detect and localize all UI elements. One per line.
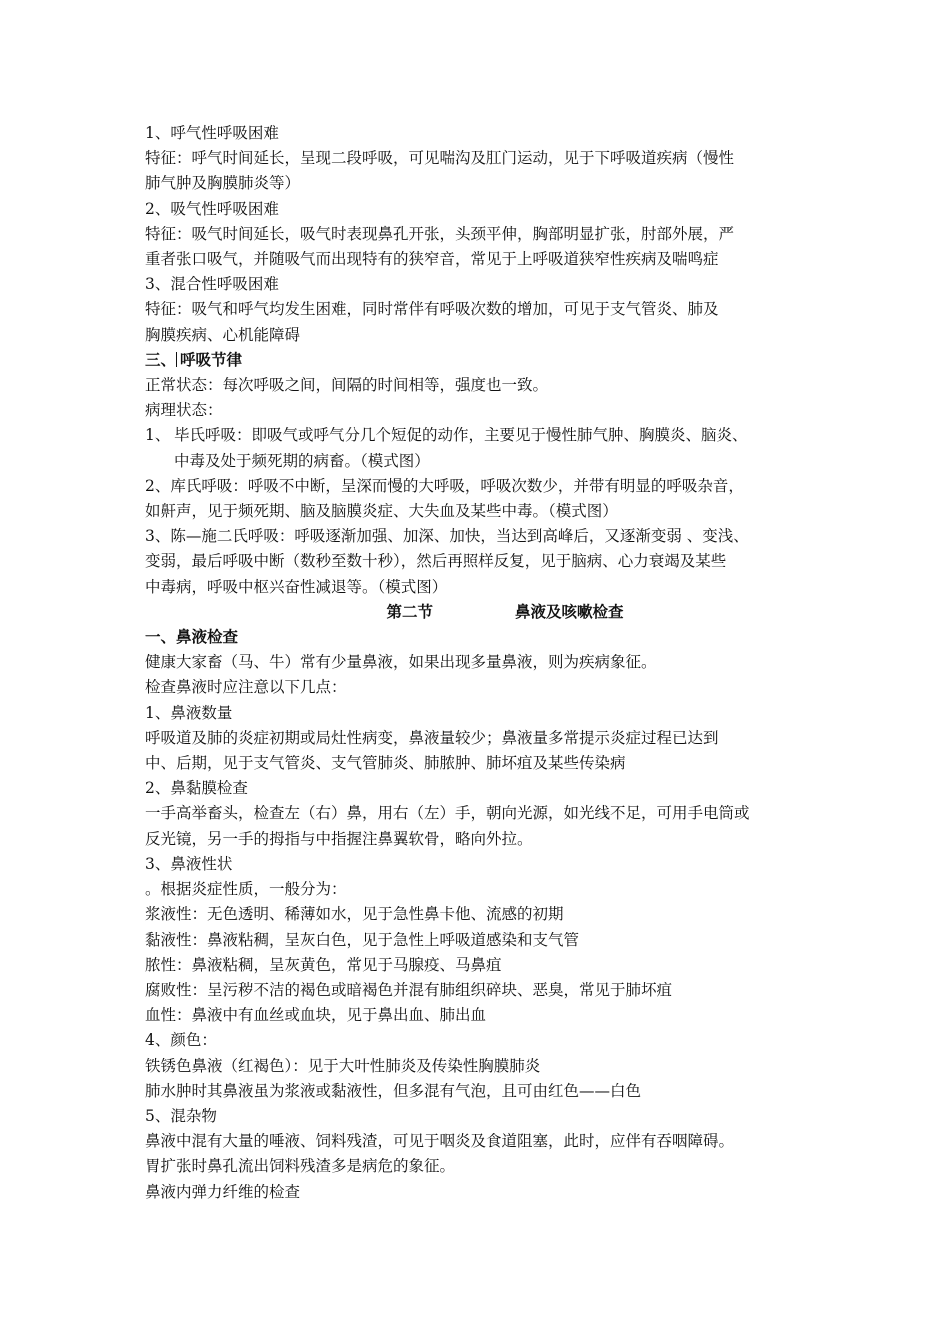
paragraph-line: 中毒病，呼吸中枢兴奋性减退等。（模式图） — [145, 577, 448, 596]
paragraph-line: 病理状态： — [145, 401, 223, 420]
paragraph-line: 特征：吸气时间延长，吸气时表现鼻孔开张，头颈平伸，胸部明显扩张，肘部外展，严 — [145, 224, 735, 243]
subheading-amount: 1、鼻液数量 — [145, 703, 233, 722]
paragraph-line: 2、库氏呼吸：呼吸不中断，呈深而慢的大呼吸，呼吸次数少，并带有明显的呼吸杂音， — [145, 476, 744, 495]
subheading-properties: 3、鼻液性状 — [145, 854, 233, 873]
paragraph-line: 鼻液内弹力纤维的检查 — [145, 1182, 301, 1201]
text-cursor — [176, 352, 177, 367]
heading-prefix: 三、 — [145, 350, 177, 369]
list-item-biot — [145, 423, 825, 448]
paragraph-line: 正常状态：每次呼吸之间，间隔的时间相等，强度也一致。 — [145, 376, 549, 395]
paragraph-line: 如鼾声，见于频死期、脑及脑膜炎症、大失血及某些中毒。（模式图） — [145, 502, 618, 521]
paragraph-line: 黏液性：鼻液粘稠，呈灰白色，见于急性上呼吸道感染和支气管 — [145, 930, 580, 949]
paragraph-line: 浆液性：无色透明、稀薄如水，见于急性鼻卡他、流感的初期 — [145, 905, 564, 924]
paragraph-line: 变弱，最后呼吸中断（数秒至数十秒），然后再照样反复，见于脑病、心力衰竭及某些 — [145, 552, 727, 571]
paragraph-line: 呼吸道及肺的炎症初期或局灶性病变，鼻液量较少；鼻液量多常提示炎症过程已达到 — [145, 728, 719, 747]
section-name: 鼻液及咳嗽检查 — [515, 602, 624, 621]
subheading-color: 4、颜色： — [145, 1031, 217, 1050]
section-title — [145, 600, 825, 625]
paragraph-line: 胃扩张时鼻孔流出饲料残渣多是病危的象征。 — [145, 1157, 456, 1176]
paragraph-line: 重者张口吸气，并随吸气而出现特有的狭窄音，常见于上呼吸道狭窄性疾病及喘鸣症 — [145, 250, 719, 269]
paragraph-line: 3、陈—施二氏呼吸：呼吸逐渐加强、加深、加快，当达到高峰后，又逐渐变弱 、变浅、 — [145, 527, 749, 546]
paragraph-line: 特征：呼气时间延长，呈现二段呼吸，可见喘沟及肛门运动，见于下呼吸道疾病（慢性 — [145, 149, 735, 168]
paragraph-line: 。根据炎症性质，一般分为： — [145, 880, 347, 899]
paragraph-line: 腐败性：呈污秽不洁的褐色或暗褐色并混有肺组织碎块、恶臭，常见于肺坏疽 — [145, 980, 673, 999]
heading-respiratory-rhythm — [145, 348, 825, 373]
paragraph-line: 鼻液中混有大量的唾液、饲料残渣，可见于咽炎及食道阻塞，此时，应伴有吞咽障碍。 — [145, 1132, 735, 1151]
subheading-mixed-dyspnea: 3、混合性呼吸困难 — [145, 275, 279, 294]
paragraph-line: 健康大家畜（马、牛）常有少量鼻液，如果出现多量鼻液，则为疾病象征。 — [145, 653, 657, 672]
subheading-admixtures: 5、混杂物 — [145, 1106, 217, 1125]
paragraph-line: 反光镜，另一手的拇指与中指握注鼻翼软骨，略向外拉。 — [145, 829, 533, 848]
list-text: 毕氏呼吸：即吸气或呼气分几个短促的动作，主要见于慢性肺气肿、胸膜炎、脑炎、 — [174, 426, 748, 445]
section-number: 第二节 — [386, 602, 433, 621]
paragraph-line: 中、后期，见于支气管炎、支气管肺炎、肺脓肿、肺坏疽及某些传染病 — [145, 754, 626, 773]
list-number: 1、 — [145, 426, 171, 445]
paragraph-line: 中毒及处于频死期的病畜。（模式图） — [174, 451, 430, 470]
document-page — [145, 121, 825, 1205]
paragraph-line: 脓性：鼻液粘稠，呈灰黄色，常见于马腺疫、马鼻疽 — [145, 955, 502, 974]
subheading-nasal-mucosa: 2、鼻黏膜检查 — [145, 779, 248, 798]
paragraph-line: 特征：吸气和呼气均发生困难，同时常伴有呼吸次数的增加，可见于支气管炎、肺及 — [145, 300, 719, 319]
heading-text: 呼吸节律 — [180, 350, 243, 369]
paragraph-line: 肺水肿时其鼻液虽为浆液或黏液性，但多混有气泡，且可由红色——白色 — [145, 1081, 642, 1100]
subheading-expiratory-dyspnea: 1、呼气性呼吸困难 — [145, 124, 279, 142]
subheading-inspiratory-dyspnea: 2、吸气性呼吸困难 — [145, 199, 279, 218]
paragraph-line: 胸膜疾病、心机能障碍 — [145, 325, 301, 344]
paragraph-line: 铁锈色鼻液（红褐色）：见于大叶性肺炎及传染性胸膜肺炎 — [145, 1056, 541, 1075]
paragraph-line: 检查鼻液时应注意以下几点： — [145, 678, 347, 697]
paragraph-line: 一手高举畜头，检查左（右）鼻，用右（左）手，朝向光源，如光线不足，可用手电筒或 — [145, 804, 750, 823]
paragraph-line: 血性：鼻液中有血丝或血块，见于鼻出血、肺出血 — [145, 1006, 487, 1025]
heading-nasal-discharge: 一、鼻液检查 — [145, 628, 239, 647]
paragraph-line: 肺气肿及胸膜肺炎等） — [145, 174, 301, 193]
